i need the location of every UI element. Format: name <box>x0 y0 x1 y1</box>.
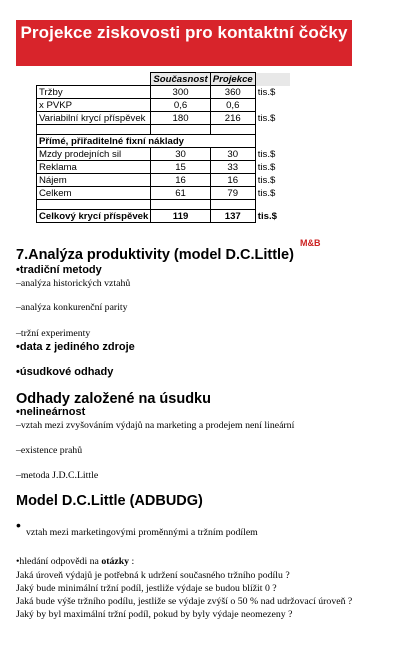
bullet-judgment: •úsudkové odhady <box>16 366 114 378</box>
question-item: Jaká úroveň výdajů je potřebná k udržení současného tržního podílu ? <box>16 570 290 581</box>
total-unit: tis.$ <box>257 210 277 222</box>
row-projection: 16 <box>210 174 255 187</box>
row-unit: tis.$ <box>257 112 276 124</box>
table-total-row <box>37 210 291 223</box>
questions-intro: •hledání odpovědi na otázky : <box>16 556 135 567</box>
row-unit: tis.$ <box>257 148 276 160</box>
row-label: Celkem <box>37 187 151 200</box>
bullet-nonlinearity: •nelineárnost <box>16 406 86 418</box>
row-current: 0,6 <box>151 99 210 112</box>
row-label: Reklama <box>37 161 151 174</box>
section1-heading: 7.Analýza produktivity (model D.C.Little) <box>16 247 294 263</box>
table-row <box>37 148 291 161</box>
row-unit: tis.$ <box>257 187 276 199</box>
row-current: 30 <box>151 148 210 161</box>
row-projection: 79 <box>210 187 255 200</box>
row-current: 15 <box>151 161 210 174</box>
row-projection: 30 <box>210 148 255 161</box>
row-projection: 33 <box>210 161 255 174</box>
table-row <box>37 112 291 125</box>
table-section-row <box>37 135 291 148</box>
model-description: vztah mezi marketingovými proměnnými a tržním podílem <box>26 527 258 538</box>
sub-parity: –analýza konkurenční parity <box>16 302 128 313</box>
table-row <box>37 174 291 187</box>
row-projection: 216 <box>210 112 255 125</box>
section3-heading: Model D.C.Little (ADBUDG) <box>16 493 203 509</box>
sub-nonlinear: –vztah mezi zvyšováním výdajů na marketing a prodejem není lineární <box>16 420 295 431</box>
table-row <box>37 99 291 112</box>
row-unit: tis.$ <box>257 86 276 98</box>
question-item: Jaká bude výše tržního podílu, jestliže se výdaje zvýší o 50 % nad udržovací úroveň ? <box>16 596 353 607</box>
question-item: Jaký by byl maximální tržní podíl, pokud by byly výdaje neomezeny ? <box>16 609 293 620</box>
sub-thresholds: –existence prahů <box>16 445 83 456</box>
row-label: x PVKP <box>37 99 151 112</box>
table-row <box>37 187 291 200</box>
row-label: Variabilní krycí příspěvek <box>37 112 151 125</box>
table-header-unit <box>255 73 290 86</box>
row-unit: tis.$ <box>257 161 276 173</box>
row-label: Tržby <box>37 86 151 99</box>
row-unit: tis.$ <box>257 174 276 186</box>
sub-method: –metoda J.D.C.Little <box>16 470 99 481</box>
row-current: 16 <box>151 174 210 187</box>
sub-experiments: –tržní experimenty <box>16 328 91 339</box>
table-row <box>37 86 291 99</box>
table-header-current: Současnost <box>151 73 210 86</box>
total-projection: 137 <box>210 210 255 223</box>
table-header-projection: Projekce <box>210 73 255 86</box>
row-projection: 360 <box>210 86 255 99</box>
row-unit <box>255 99 290 112</box>
sub-historical: –analýza historických vztahů <box>16 278 131 289</box>
table-header-blank <box>37 73 151 86</box>
profitability-table <box>36 72 291 223</box>
total-label: Celkový krycí příspěvek <box>37 210 151 223</box>
row-current: 300 <box>151 86 210 99</box>
row-projection: 0,6 <box>210 99 255 112</box>
table-gap-row <box>37 125 291 135</box>
table-gap-row <box>37 200 291 210</box>
table-row <box>37 161 291 174</box>
bullet-single-source: •data z jediného zdroje <box>16 341 135 353</box>
slide-title: Projekce ziskovosti pro kontaktní čočky <box>20 23 348 42</box>
row-label: Mzdy prodejních sil <box>37 148 151 161</box>
row-current: 61 <box>151 187 210 200</box>
bullet-traditional-methods: •tradiční metody <box>16 264 102 276</box>
row-current: 180 <box>151 112 210 125</box>
bullet-dot: • <box>16 517 21 533</box>
section-title: Přímé, přiřaditelné fixní náklady <box>37 135 256 148</box>
table-header-row <box>37 73 291 86</box>
mb-logo: M&B <box>300 238 321 248</box>
total-current: 119 <box>151 210 210 223</box>
question-item: Jaký bude minimální tržní podíl, jestliže výdaje se budou blížit 0 ? <box>16 583 277 594</box>
row-label: Nájem <box>37 174 151 187</box>
slide-banner <box>16 20 352 66</box>
section2-heading: Odhady založené na úsudku <box>16 391 211 407</box>
